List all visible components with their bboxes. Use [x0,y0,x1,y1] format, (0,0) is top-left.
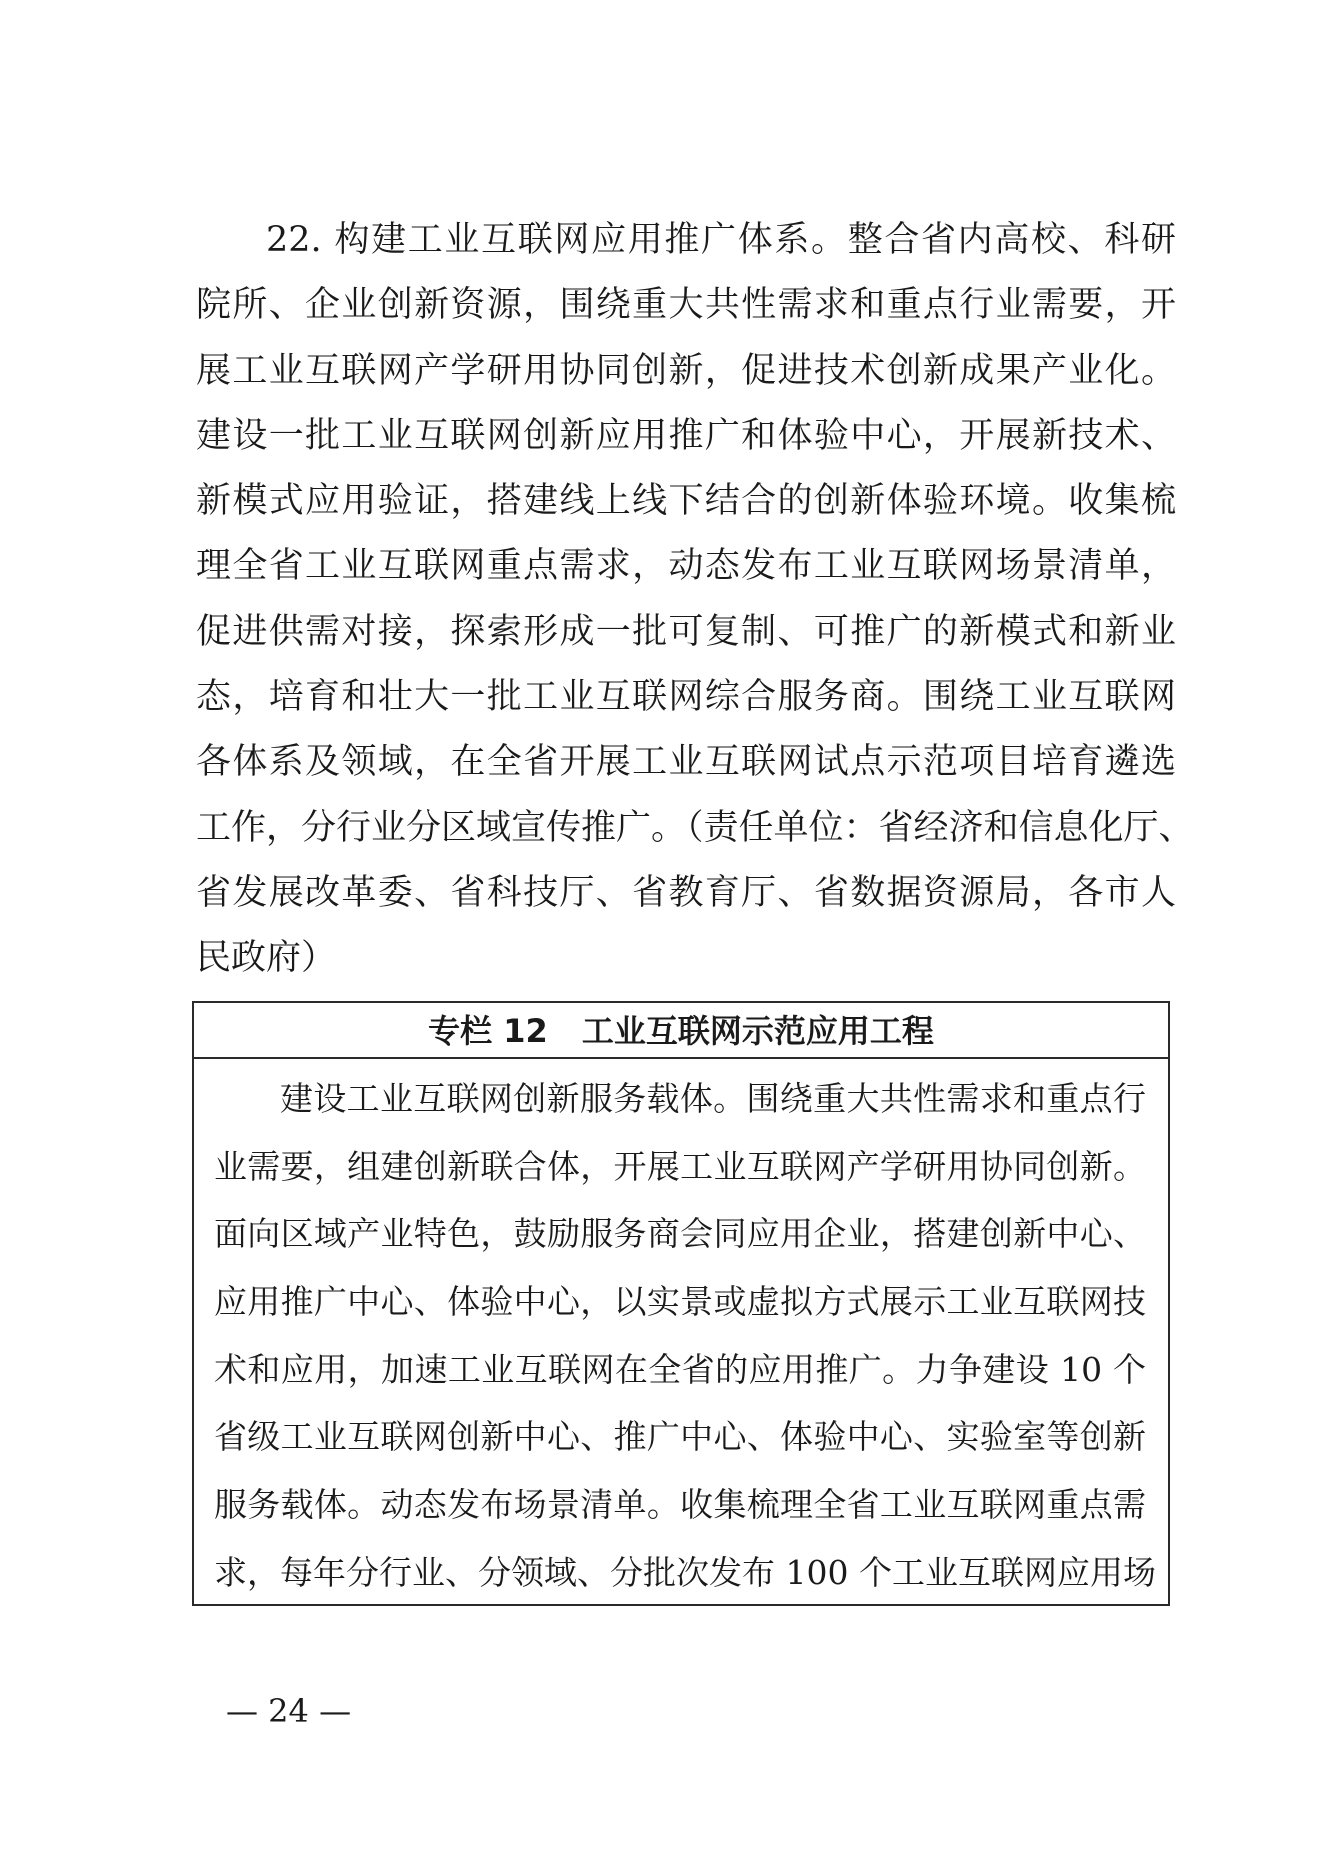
body-line: 理全省工业互联网重点需求，动态发布工业互联网场景清单， [196,546,1176,587]
box-line: 求，每年分行业、分领域、分批次发布 100 个工业互联网应用场 [214,1552,1156,1592]
body-line: 省发展改革委、省科技厅、省教育厅、省数据资源局，各市人 [196,872,1176,913]
body-line: 促进供需对接，探索形成一批可复制、可推广的新模式和新业 [196,611,1176,652]
column-title: 工业互联网示范应用工程 [581,1012,934,1050]
body-line: 各体系及领域，在全省开展工业互联网试点示范项目培育遴选 [196,742,1176,783]
column-label: 专栏 12 [428,1012,548,1050]
body-line: 工作，分行业分区域宣传推广。（责任单位：省经济和信息化厅、 [196,807,1194,848]
box-line: 服务载体。动态发布场景清单。收集梳理全省工业互联网重点需 [214,1485,1146,1525]
box-line: 应用推广中心、体验中心，以实景或虚拟方式展示工业互联网技 [214,1282,1146,1322]
column-box-body [194,1059,1168,1607]
box-line: 面向区域产业特色，鼓励服务商会同应用企业，搭建创新中心、 [214,1214,1146,1254]
body-line: 新模式应用验证，搭建线上线下结合的创新体验环境。收集梳 [196,481,1176,522]
body-line: 22. 构建工业互联网应用推广体系。整合省内高校、科研 [266,220,1176,260]
box-line: 省级工业互联网创新中心、推广中心、体验中心、实验室等创新 [214,1417,1146,1457]
box-line: 业需要，组建创新联合体，开展工业互联网产学研用协同创新。 [214,1146,1146,1186]
body-line: 民政府） [196,938,337,979]
box-line: 术和应用，加速工业互联网在全省的应用推广。力争建设 10 个 [214,1349,1146,1389]
page-number: — 24 — [226,1692,352,1730]
body-line: 院所、企业创新资源，围绕重大共性需求和重点行业需要，开 [196,285,1176,326]
body-line: 建设一批工业互联网创新应用推广和体验中心，开展新技术、 [196,415,1176,456]
body-text [196,208,1194,992]
body-line: 展工业互联网产学研用协同创新，促进技术创新成果产业化。 [196,350,1176,391]
body-line: 态，培育和壮大一批工业互联网综合服务商。围绕工业互联网 [196,677,1176,718]
column-box [192,1001,1170,1606]
column-box-title [194,1003,1168,1059]
box-line: 建设工业互联网创新服务载体。围绕重大共性需求和重点行 [280,1079,1146,1118]
